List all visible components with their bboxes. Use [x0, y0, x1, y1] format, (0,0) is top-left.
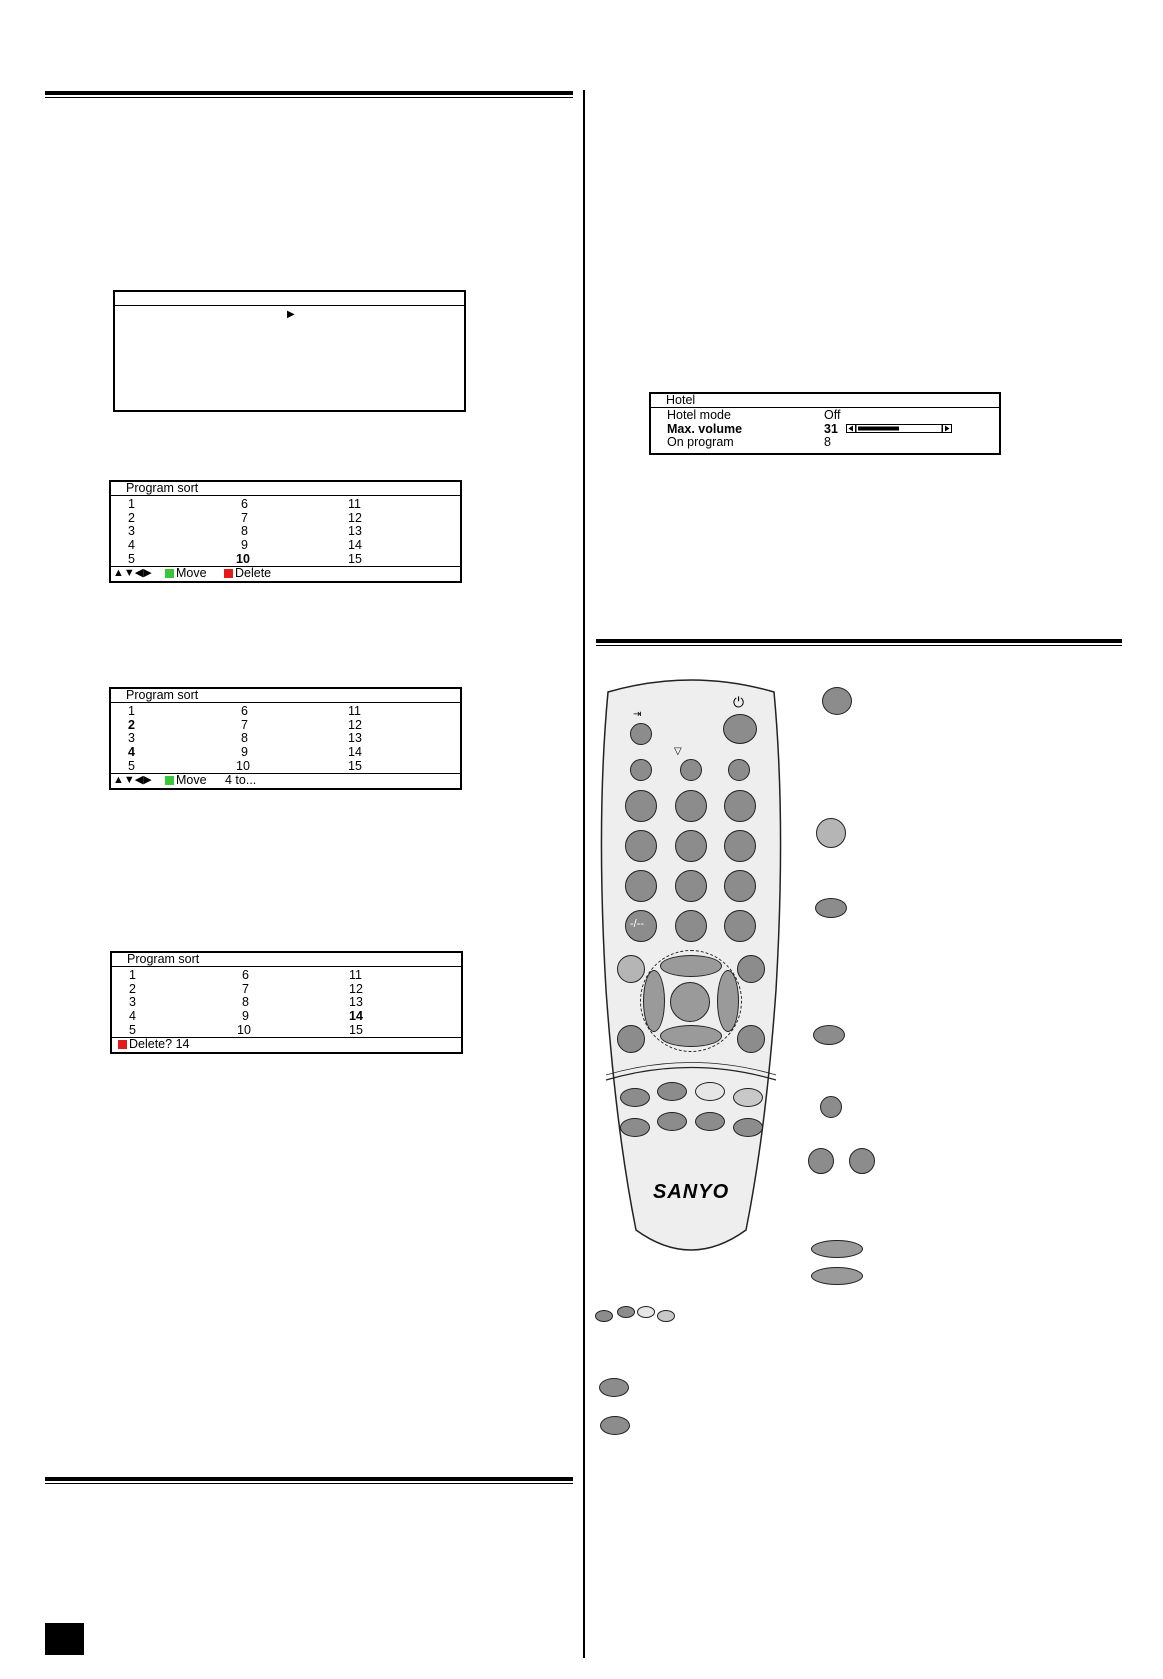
- program-cell: 11: [349, 968, 362, 982]
- program-cell: 8: [241, 731, 248, 746]
- program-cell: 5: [129, 1022, 136, 1037]
- zoom-button[interactable]: [617, 1025, 645, 1053]
- remote-button[interactable]: [680, 759, 702, 781]
- page-number-box: [45, 1623, 84, 1655]
- program-cell: 8: [242, 995, 249, 1010]
- program-cell: 1: [129, 968, 136, 982]
- hotel-mode-value: Off: [824, 408, 841, 422]
- remote-button[interactable]: [815, 898, 847, 918]
- menu-button[interactable]: [617, 955, 645, 983]
- nav-arrows-icon: ▲▼◀▶: [113, 774, 152, 786]
- program-cell: 4: [128, 538, 135, 553]
- digit-button[interactable]: [724, 830, 756, 862]
- color-button-yellow[interactable]: [637, 1306, 655, 1318]
- red-key-icon: [118, 1040, 127, 1049]
- remote-button[interactable]: [849, 1148, 875, 1174]
- program-cell: 12: [348, 717, 362, 732]
- hotel-menu-title: Hotel: [651, 394, 999, 408]
- red-key-icon: [224, 569, 233, 578]
- remote-button[interactable]: [657, 1112, 687, 1131]
- dpad-left-button[interactable]: [643, 970, 665, 1032]
- color-button-green[interactable]: [617, 1306, 635, 1318]
- color-button-red[interactable]: [620, 1088, 650, 1107]
- program-cell-marked: 2: [128, 717, 135, 732]
- program-cell: 10: [237, 1022, 251, 1037]
- triangle-down-icon: ▽: [674, 746, 682, 757]
- program-cell: 6: [241, 704, 248, 718]
- delete-label: Delete: [235, 566, 272, 580]
- remote-button[interactable]: [733, 1118, 763, 1137]
- remote-button[interactable]: [813, 1025, 845, 1045]
- program-sort-title: Program sort: [112, 953, 461, 967]
- color-button-yellow[interactable]: [695, 1082, 725, 1101]
- green-key-icon: [165, 569, 174, 578]
- nav-arrows-icon: ▲▼◀▶: [113, 567, 152, 579]
- section-rule-bottom-left: [45, 1477, 573, 1481]
- digit-separator-button[interactable]: [822, 687, 852, 715]
- program-cell: 7: [241, 510, 248, 525]
- menu-button[interactable]: [816, 818, 846, 848]
- program-cell: 12: [348, 510, 362, 525]
- program-cell: 5: [128, 551, 135, 566]
- color-button-blue[interactable]: [733, 1088, 763, 1107]
- program-cell: 1: [128, 497, 135, 511]
- remote-button[interactable]: [820, 1096, 842, 1118]
- digit-separator-label: -/--: [630, 918, 645, 930]
- dpad-right-button[interactable]: [717, 970, 739, 1032]
- program-cell: 9: [241, 745, 248, 760]
- digit-button[interactable]: [675, 870, 707, 902]
- digit-button[interactable]: [724, 790, 756, 822]
- program-sort-screen-3: [110, 951, 463, 1054]
- input-button[interactable]: [630, 723, 652, 745]
- color-button-red[interactable]: [595, 1310, 613, 1322]
- program-sort-screen-1: [109, 480, 462, 583]
- program-cell: 3: [128, 524, 135, 539]
- program-cell: 9: [242, 1009, 249, 1024]
- remote-button[interactable]: [808, 1148, 834, 1174]
- volume-slider: [846, 424, 952, 433]
- program-cell-selected: 10: [236, 551, 250, 566]
- dpad-ok-button[interactable]: [670, 982, 710, 1022]
- remote-button[interactable]: [630, 759, 652, 781]
- program-cell: 2: [128, 510, 135, 525]
- program-cell: 15: [348, 551, 362, 566]
- program-cell-selected: 14: [349, 1009, 363, 1024]
- remote-button[interactable]: [600, 1416, 630, 1435]
- program-cell: 15: [348, 758, 362, 773]
- blank-menu-box: [113, 290, 466, 412]
- digit-button[interactable]: [625, 870, 657, 902]
- digit-button[interactable]: [675, 830, 707, 862]
- program-cell: 4: [129, 1009, 136, 1024]
- program-cell: 1: [128, 704, 135, 718]
- program-cell: 2: [129, 981, 136, 996]
- program-cell: 13: [348, 524, 362, 539]
- section-rule-right-thin: [596, 645, 1122, 646]
- move-target-label: 4 to...: [225, 773, 257, 787]
- delete-value: 14: [175, 1037, 190, 1051]
- delete-prompt: Delete?: [129, 1037, 173, 1051]
- on-program-value: 8: [824, 435, 831, 450]
- digit-button[interactable]: [675, 910, 707, 942]
- program-cell: 8: [241, 524, 248, 539]
- digit-button[interactable]: [675, 790, 707, 822]
- section-rule-bottom-left-thin: [45, 1483, 573, 1484]
- program-cell: 14: [348, 538, 362, 553]
- program-cell: 7: [241, 717, 248, 732]
- program-sort-screen-2: [109, 687, 462, 790]
- program-cell: 6: [241, 497, 248, 511]
- move-label: Move: [176, 566, 207, 580]
- program-cell: 15: [349, 1022, 363, 1037]
- digit-button[interactable]: [724, 910, 756, 942]
- remote-brand-logo: SANYO: [653, 1181, 730, 1203]
- section-rule-right: [596, 639, 1122, 643]
- program-sort-title: Program sort: [111, 689, 460, 703]
- dpad-up-button[interactable]: [811, 1240, 863, 1258]
- program-cell: 14: [348, 745, 362, 760]
- column-divider: [583, 90, 585, 1658]
- mute-button[interactable]: [737, 1025, 765, 1053]
- program-cell: 9: [241, 538, 248, 553]
- digit-button[interactable]: [625, 790, 657, 822]
- section-rule-top-left: [45, 91, 573, 95]
- program-cell: 13: [349, 995, 363, 1010]
- move-label: Move: [176, 773, 207, 787]
- power-icon: ⏻: [733, 694, 745, 710]
- program-cell: 5: [128, 758, 135, 773]
- program-cell: 12: [349, 981, 363, 996]
- menu-arrow-icon: ▶: [287, 309, 295, 320]
- program-cell: 3: [128, 731, 135, 746]
- max-volume-label: Max. volume: [667, 421, 743, 436]
- remote-button[interactable]: [599, 1378, 629, 1397]
- program-cell: 13: [348, 731, 362, 746]
- dpad-down-button[interactable]: [811, 1267, 863, 1285]
- program-cell: 11: [348, 704, 361, 718]
- program-cell: 6: [242, 968, 249, 982]
- program-sort-title: Program sort: [111, 482, 460, 496]
- dpad-down-button[interactable]: [660, 1025, 722, 1047]
- remote-button[interactable]: [695, 1112, 725, 1131]
- program-cell: 10: [236, 758, 250, 773]
- swap-button[interactable]: [737, 955, 765, 983]
- color-button-blue[interactable]: [657, 1310, 675, 1322]
- volume-fill: [858, 427, 899, 431]
- hotel-mode-label: Hotel mode: [667, 408, 731, 422]
- digit-button[interactable]: [724, 870, 756, 902]
- remote-button[interactable]: [620, 1118, 650, 1137]
- color-button-green[interactable]: [657, 1082, 687, 1101]
- program-cell: 11: [348, 497, 361, 511]
- dpad-up-button[interactable]: [660, 955, 722, 977]
- program-cell: 7: [242, 981, 249, 996]
- program-cell-marked: 4: [128, 745, 135, 760]
- green-key-icon: [165, 776, 174, 785]
- hotel-menu-screen: [649, 392, 1001, 455]
- digit-button[interactable]: [625, 830, 657, 862]
- power-button[interactable]: [723, 714, 757, 744]
- program-cell: 3: [129, 995, 136, 1010]
- remote-button[interactable]: [728, 759, 750, 781]
- input-icon: ⇥: [633, 709, 642, 720]
- section-rule-top-left-thin: [45, 97, 573, 98]
- max-volume-value: 31: [824, 421, 838, 436]
- on-program-label: On program: [667, 435, 734, 450]
